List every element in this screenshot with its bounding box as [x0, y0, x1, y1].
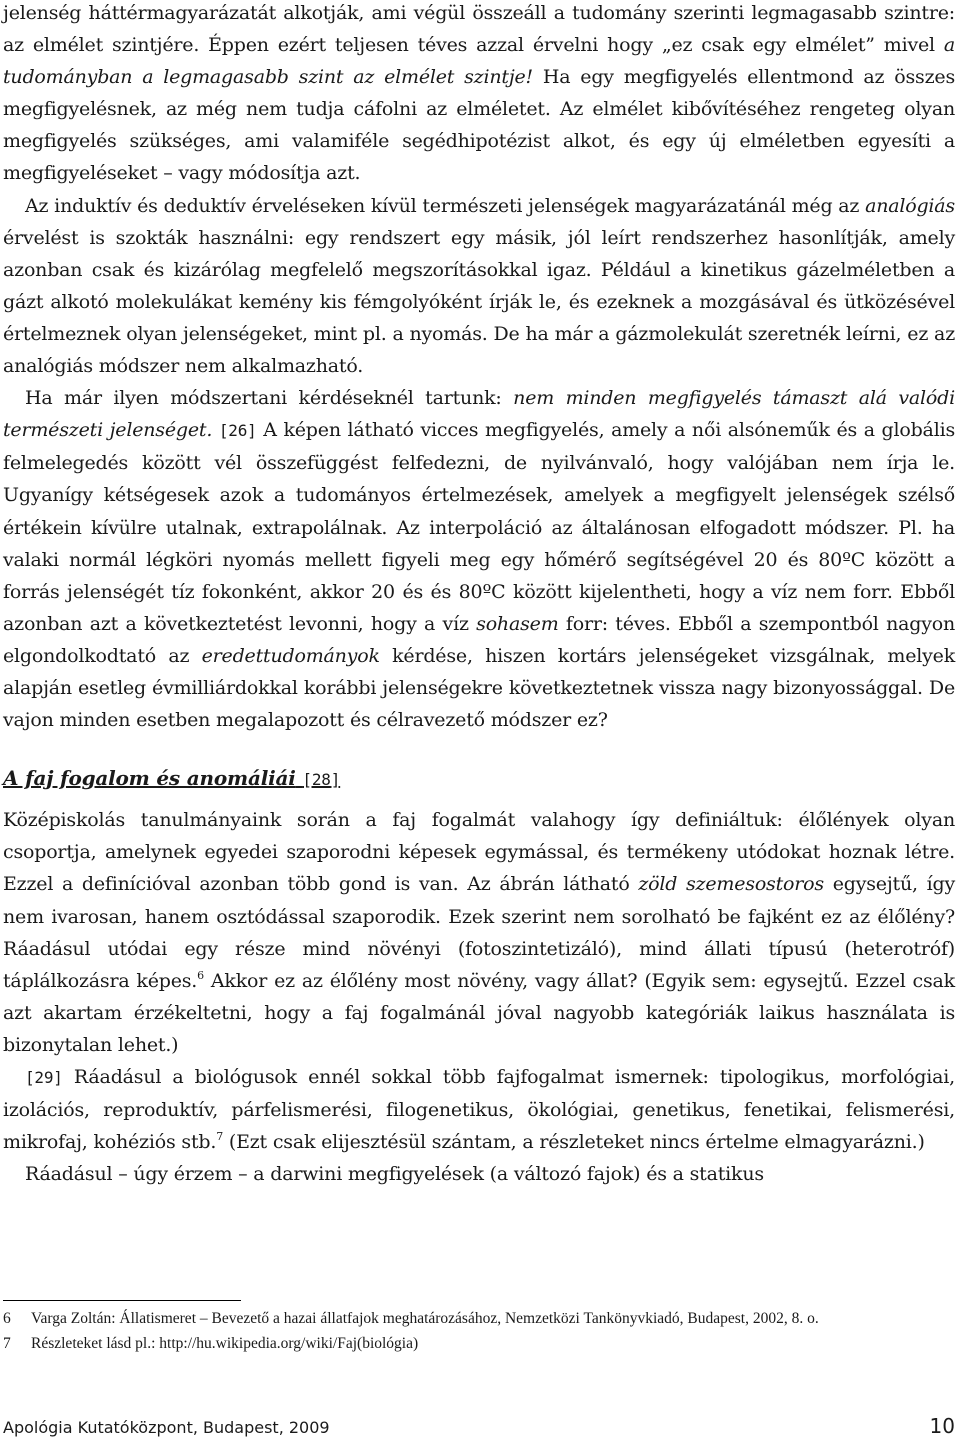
- footnote-text: Részleteket lásd pl.: http://hu.wikipedia.org/wiki/Faj(biológia): [31, 1335, 419, 1352]
- text-run: Középiskolás tanulmányaink során a faj fogalmát valahogy így definiáltuk: élőlények olyan csoportja, amelynek egyedei szaporodni képesek egymással, és termékeny utódokat hoznak létre. Ezzel a definícióval azonban több gond is van. Az ábrán látható: [3, 809, 955, 896]
- text-run: Az induktív és deduktív érveléseken kívül természeti jelenségek magyarázatánál még az: [25, 194, 866, 217]
- paragraph-3: [3, 382, 955, 736]
- body-text: [3, 0, 955, 1190]
- text-run: Ha már ilyen módszertani kérdéseknél tartunk:: [25, 387, 514, 410]
- text-run: jelenség háttérmagyarázatát alkotják, ami végül összeáll a tudomány szerinti legmagasabb szintre: az elmélet szintjére. Éppen ezért teljesen téves azzal érvelni hogy „ez csak egy elmélet” mivel: [3, 2, 955, 57]
- emphasis: zöld szemesostoros: [638, 873, 824, 896]
- text-run: forr: téves. Ebből a szempontból nagyon elgondolkodtató az: [3, 612, 956, 667]
- page-footer: [3, 1414, 955, 1438]
- text-run: egysejtű, így nem ivarosan, hanem osztódással szaporodik. Ezek szerint nem sorolható be fajként ez az élőlény? Ráadásul utódai egy része mind növényi (fotoszintetizáló), mind állati típusú (heterotróf) táplálkozásra képes.: [3, 873, 955, 992]
- emphasis: nem minden megfigyelés támaszt alá valódi természeti jelenséget.: [3, 387, 956, 442]
- emphasis: a tudományban a legmagasabb szint az elmélet szintje!: [3, 34, 955, 89]
- reference-marker: [29]: [25, 1068, 63, 1087]
- text-run: A képen látható vicces megfigyelés, amely a női alsóneműk és a globális felmelegedés között vél összefüggést felfedezni, de nyilvánvaló, hogy valójában nem írja le. Ugyanígy kétségesek azok a tudományos értelmezések, amelyek a megfigyelt jelenségek szélső értékein kívülre utalnak, extrapolálnak. Az interpoláció az általánosan elfogadott módszer. Pl. ha valaki normál légköri nyomás mellett figyeli meg egy hőmérő segítségével 20 és 80ºC között a forrás jelenségét tíz fokonként, akkor 20 és és 80ºC között kijelentheti, hogy a víz nem forr. Ebből azonban azt a következtetést levonni, hogy a víz: [3, 419, 955, 635]
- reference-marker: [28]: [302, 770, 341, 790]
- footnote-marker: 6: [197, 968, 204, 982]
- text-run: érvelést is szokták használni: egy rendszert egy másik, jól leírt rendszerhez hasonlítják, amely azonban csak és kizárólag megfelelő megszorításokkal igaz. Például a kinetikus gázelméletben a gázt alkotó molekulákat kemény kis fémgolyóként írják le, és ezeknek a mozgásával és ütközésével értelmeznek olyan jelenségeket, mint pl. a nyomás. De ha már a gázmolekulát szeretnék leírni, ez az analógiás módszer nem alkalmazható.: [3, 226, 955, 378]
- text-run: Ráadásul a biológusok ennél sokkal több fajfogalmat ismernek: tipologikus, morfológiai, izolációs, reproduktív, párfelismerési, filogenetikus, ökológiai, genetikus, fenetikai, felismerési, mikrofaj, kohéziós stb.: [3, 1066, 955, 1154]
- footnotes: [3, 1306, 953, 1356]
- emphasis: sohasem: [476, 612, 559, 635]
- section-heading: [3, 762, 955, 796]
- footnote-text: Varga Zoltán: Állatismeret – Bevezető a hazai állatfajok meghatározásához, Nemzetközi Tankönyvkiadó, Budapest, 2002, 8. o.: [31, 1310, 819, 1327]
- footnote-separator: [3, 1300, 241, 1301]
- paragraph-6: [3, 1158, 955, 1190]
- paragraph-1: [3, 0, 955, 190]
- text-run: Ha egy megfigyelés ellentmond az összes megfigyelésnek, az még nem tudja cáfolni az elméletet. Az elmélet kibővítéséhez rengeteg olyan megfigyelés szükséges, ami valamiféle segédhipotézist alkot, és egy új elméletben egyesíti a megfigyeléseket – vagy módosítja azt.: [3, 66, 955, 185]
- page-number: 10: [929, 1414, 955, 1438]
- publisher-text: Apológia Kutatóközpont, Budapest, 2009: [3, 1418, 330, 1437]
- heading-text: A faj fogalom és anomáliái: [3, 766, 296, 791]
- reference-marker: [26]: [218, 421, 257, 441]
- paragraph-2: [3, 190, 955, 383]
- emphasis: analógiás: [865, 194, 955, 217]
- paragraph-4: [3, 804, 955, 1061]
- footnote: [3, 1306, 953, 1331]
- footnote-number: 6: [3, 1310, 11, 1327]
- footnote-marker: 7: [216, 1130, 224, 1144]
- paragraph-5: [3, 1061, 955, 1158]
- emphasis: eredettudományok: [201, 644, 380, 667]
- footnote-number: 7: [3, 1335, 11, 1352]
- text-run: kérdése, hiszen kortárs jelenségeket vizsgálnak, melyek alapján esetleg évmilliárdokkal korábbi jelenségekre következtetnek vissza nagy bizonyossággal. De vajon minden esetben megalapozott és célravezető módszer ez?: [3, 644, 956, 732]
- text-run: Ráadásul – úgy érzem – a darwini megfigyelések (a változó fajok) és a statikus: [25, 1163, 764, 1186]
- text-run: Akkor ez az élőlény most növény, vagy állat? (Egyik sem: egysejtű. Ezzel csak azt akartam érzékeltetni, hogy a faj fogalmánál jóval nagyobb kategóriák laikus használata is bizonytalan lehet.): [3, 969, 955, 1056]
- text-run: (Ezt csak elijesztésül szántam, a részleteket nincs értelme elmagyarázni.): [223, 1131, 925, 1154]
- footnote: [3, 1331, 953, 1356]
